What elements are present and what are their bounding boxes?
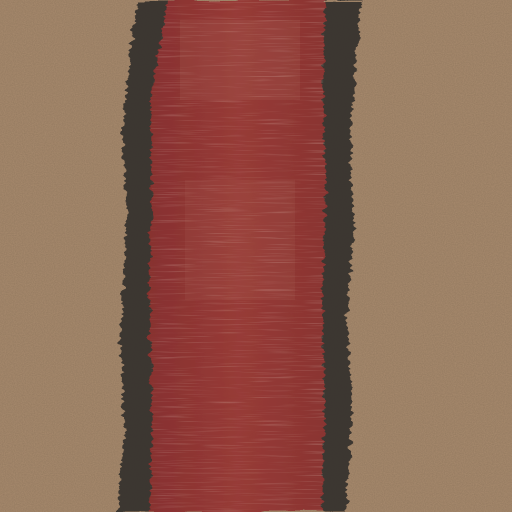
dry-brush-texture [140, 0, 340, 512]
